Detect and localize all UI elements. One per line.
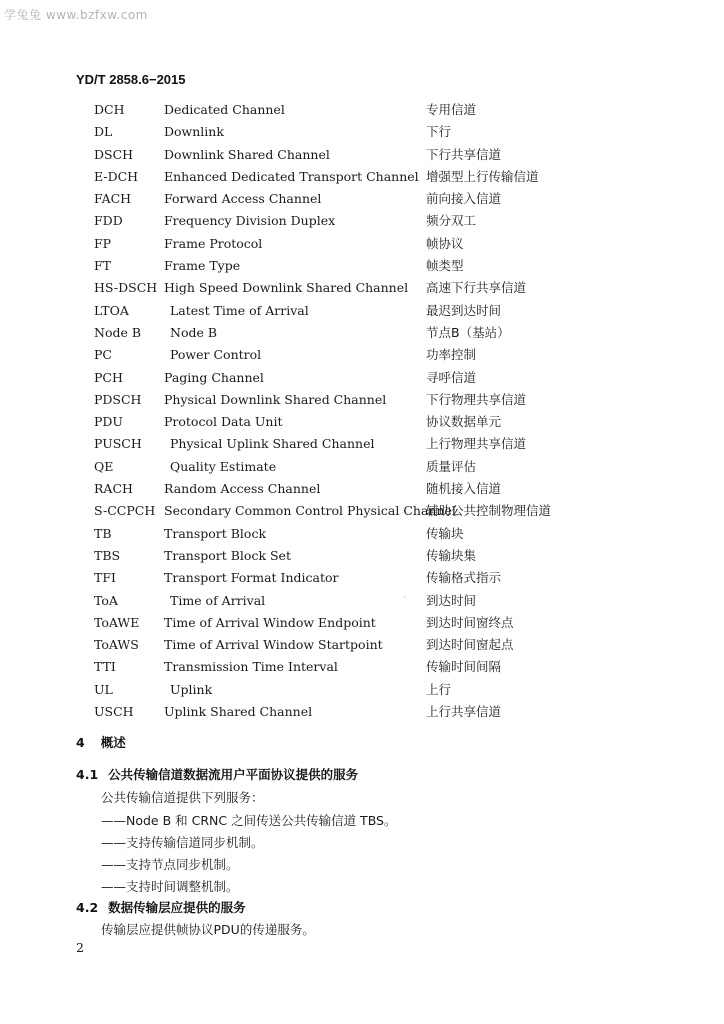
abbr-english: Dedicated Channel	[164, 102, 285, 117]
section-title: 概述	[100, 735, 126, 750]
abbr-chinese: 协议数据单元	[426, 414, 502, 430]
abbr-term: TBS	[94, 547, 121, 563]
abbr-chinese: 传输块	[426, 525, 464, 541]
section-4-heading	[76, 733, 126, 751]
abbr-term: LTOA	[94, 302, 129, 318]
abbr-english: Time of Arrival	[170, 592, 266, 608]
abbreviation-row	[94, 322, 594, 344]
abbr-term: DL	[94, 124, 113, 140]
abbreviation-row	[94, 523, 594, 545]
abbr-term: QE	[94, 458, 114, 474]
abbr-english: Downlink Shared Channel	[164, 146, 330, 162]
abbr-english: High Speed Downlink Shared Channel	[164, 280, 409, 296]
abbr-term: USCH	[94, 704, 134, 720]
abbr-chinese: 辅助公共控制物理信道	[426, 503, 552, 519]
abbr-term: FDD	[94, 213, 123, 229]
standard-id-header: YD/T 2858.6−2015	[76, 72, 186, 87]
abbr-english: Transmission Time Interval	[164, 659, 338, 675]
abbr-chinese: 下行物理共享信道	[426, 391, 527, 407]
abbr-term: FT	[94, 258, 112, 274]
service-item: ——Node B 和 CRNC 之间传送公共传输信道 TBS。	[101, 813, 397, 828]
abbreviation-row	[94, 121, 594, 143]
abbr-term: E-DCH	[94, 168, 139, 184]
section-title: 公共传输信道数据流用户平面协议提供的服务	[108, 767, 359, 782]
abbreviation-table	[94, 99, 594, 723]
section-number: 4.2	[76, 900, 99, 915]
abbr-term: RACH	[94, 481, 133, 497]
abbr-term: PDSCH	[94, 391, 142, 407]
abbr-chinese: 到达时间窗起点	[426, 637, 514, 653]
abbr-chinese: 上行共享信道	[426, 704, 502, 720]
service-item: ——支持时间调整机制。	[101, 879, 239, 894]
abbr-term: HS-DSCH	[94, 280, 158, 296]
abbr-chinese: 最迟到达时间	[426, 302, 502, 318]
abbreviation-row	[94, 210, 594, 232]
abbr-english: Uplink Shared Channel	[164, 704, 313, 720]
abbr-chinese: 质量评估	[426, 458, 477, 474]
abbr-english: Power Control	[170, 347, 262, 363]
section-4-2-heading	[76, 898, 246, 916]
abbr-chinese: 功率控制	[426, 347, 477, 363]
abbr-chinese: 增强型上行传输信道	[426, 168, 539, 184]
abbr-term: TTI	[94, 659, 116, 675]
abbr-chinese: 专用信道	[426, 102, 477, 117]
abbreviation-row	[94, 99, 594, 121]
abbreviation-row	[94, 545, 594, 567]
abbr-term: PCH	[94, 369, 123, 385]
abbr-english: Node B	[170, 324, 218, 340]
abbr-english: Frame Type	[164, 258, 241, 274]
abbr-chinese: 频分双工	[426, 213, 477, 229]
service-item: ——支持传输信道同步机制。	[101, 835, 264, 850]
abbreviation-row	[94, 411, 594, 433]
abbr-english: Uplink	[170, 681, 213, 697]
abbr-english: Transport Block	[164, 525, 267, 541]
abbreviation-row	[94, 300, 594, 322]
abbr-english: Transport Format Indicator	[164, 570, 339, 586]
abbr-chinese: 传输格式指示	[426, 570, 502, 586]
abbreviation-row	[94, 233, 594, 255]
abbreviation-row	[94, 277, 594, 299]
abbr-english: Enhanced Dedicated Transport Channel	[164, 168, 419, 184]
abbr-chinese: 节点B（基站）	[426, 324, 510, 340]
abbr-english: Paging Channel	[164, 369, 264, 385]
section-4-1-intro: 公共传输信道提供下列服务：	[101, 790, 264, 805]
abbr-chinese: 下行	[426, 124, 452, 140]
abbr-english: Latest Time of Arrival	[170, 302, 309, 318]
abbr-term: ToAWS	[94, 637, 139, 653]
abbr-chinese: 寻呼信道	[426, 369, 477, 385]
abbr-chinese: 帧协议	[426, 235, 464, 251]
abbr-term: FP	[94, 235, 112, 251]
abbreviation-row	[94, 567, 594, 589]
abbr-term: TFI	[94, 570, 116, 586]
abbr-chinese: 高速下行共享信道	[426, 280, 527, 296]
abbr-english: Quality Estimate	[170, 458, 277, 474]
page-number: 2	[76, 940, 84, 955]
abbr-term: PUSCH	[94, 436, 142, 452]
section-number: 4.1	[76, 767, 99, 782]
abbr-term: FACH	[94, 191, 132, 207]
abbr-term: Node B	[94, 324, 142, 340]
abbr-term: ToA	[94, 592, 118, 608]
abbr-english: Protocol Data Unit	[164, 414, 283, 430]
abbreviation-row	[94, 255, 594, 277]
abbreviation-row	[94, 701, 594, 723]
abbr-chinese: 前向接入信道	[426, 191, 502, 207]
abbreviation-row	[94, 456, 594, 478]
abbr-term: UL	[94, 681, 113, 697]
abbr-english: Frequency Division Duplex	[164, 213, 336, 229]
abbreviation-row	[94, 612, 594, 634]
abbr-chinese: 到达时间窗终点	[426, 614, 514, 630]
abbr-english: Downlink	[164, 124, 224, 140]
abbreviation-row	[94, 590, 594, 612]
service-item: ——支持节点同步机制。	[101, 857, 239, 872]
abbreviation-row	[94, 634, 594, 656]
abbr-english: Frame Protocol	[164, 235, 263, 251]
abbr-chinese: 到达时间	[426, 592, 477, 608]
abbreviation-row	[94, 679, 594, 701]
abbr-term: TB	[94, 525, 112, 541]
abbreviation-row	[94, 144, 594, 166]
abbreviation-row	[94, 656, 594, 678]
abbreviation-row	[94, 500, 594, 522]
abbr-chinese: 帧类型	[426, 258, 464, 274]
abbreviation-row	[94, 188, 594, 210]
abbr-english: Secondary Common Control Physical Channel	[164, 503, 456, 519]
abbr-term: PDU	[94, 414, 123, 430]
abbr-chinese: 上行	[426, 681, 452, 697]
scan-speck	[404, 596, 406, 598]
abbreviation-row	[94, 367, 594, 389]
watermark: 学兔兔 www.bzfxw.com	[4, 8, 148, 22]
abbr-chinese: 传输块集	[426, 547, 477, 563]
abbr-term: DSCH	[94, 146, 134, 162]
section-4-2-body: 传输层应提供帧协议PDU的传递服务。	[101, 922, 315, 937]
abbr-english: Physical Uplink Shared Channel	[170, 436, 375, 452]
abbr-term: DCH	[94, 102, 125, 117]
abbreviation-row	[94, 344, 594, 366]
abbreviation-row	[94, 433, 594, 455]
abbr-term: ToAWE	[94, 614, 140, 630]
abbr-english: Time of Arrival Window Endpoint	[164, 614, 376, 630]
section-title: 数据传输层应提供的服务	[108, 900, 246, 915]
abbreviation-row	[94, 389, 594, 411]
abbr-english: Transport Block Set	[164, 547, 291, 563]
abbreviation-row	[94, 166, 594, 188]
abbr-english: Time of Arrival Window Startpoint	[164, 637, 383, 653]
abbreviation-row	[94, 478, 594, 500]
abbr-term: S-CCPCH	[94, 503, 156, 519]
abbr-english: Forward Access Channel	[164, 191, 322, 207]
abbr-chinese: 随机接入信道	[426, 481, 502, 497]
abbr-term: PC	[94, 347, 112, 363]
section-4-1-heading	[76, 765, 358, 783]
abbr-chinese: 传输时间间隔	[426, 659, 502, 675]
abbr-chinese: 下行共享信道	[426, 146, 502, 162]
abbr-chinese: 上行物理共享信道	[426, 436, 527, 452]
section-number: 4	[76, 735, 85, 750]
abbr-english: Random Access Channel	[164, 481, 321, 497]
abbr-english: Physical Downlink Shared Channel	[164, 391, 387, 407]
